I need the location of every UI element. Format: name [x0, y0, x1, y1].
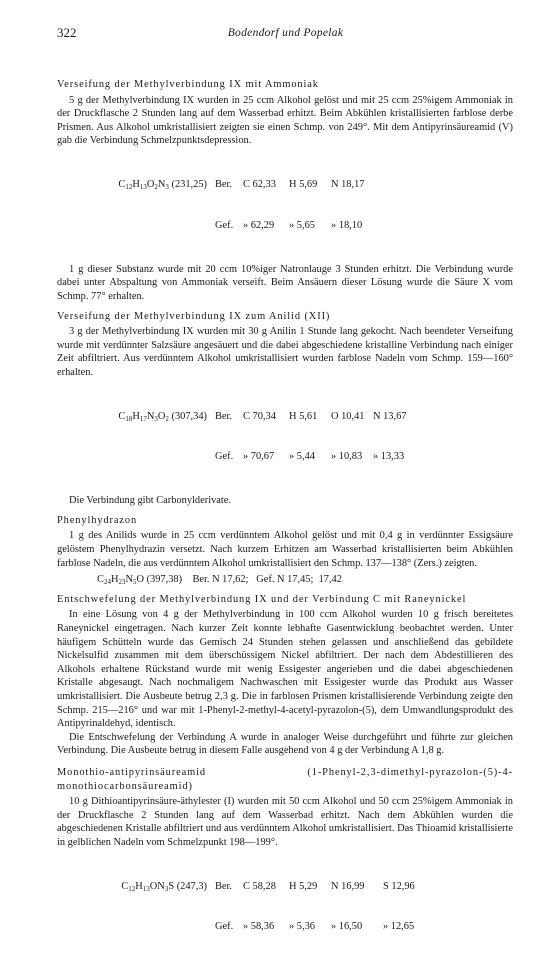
formula-label-2: $C_{18}H_{17}N_3O_2$ (307,34) — [118, 410, 207, 423]
section-1-paragraph-2: 1 g dieser Substanz wurde mit 20 ccm 10%iger Natronlauge 3 Stunden erhitzt. Die Verbindung wurde dabei unter Abspaltung von Ammoniak verseift. Beim Ansäuern dieser Lösung wurde die Säure X vom Schmp. 77° erhalten. — [57, 263, 513, 302]
ber-label: Ber. — [215, 179, 233, 191]
gef-n: » 16,50 — [331, 921, 363, 933]
formula-label-5: $C_{12}H_{13}ON_3S$ (247,3) — [121, 880, 207, 893]
formula-label-1: $C_{12}H_{13}O_2N_3$ (231,25) — [118, 179, 207, 192]
ber-label: Ber. — [215, 880, 233, 892]
ber-n: N 16,99 — [331, 880, 365, 892]
page-header — [57, 26, 514, 42]
section-heading-5-left: Monothio-antipyrinsäureamid — [57, 766, 206, 778]
gef-o: » 10,83 — [331, 451, 363, 463]
ber-n: N 18,17 — [331, 179, 365, 191]
analysis-block-5 — [57, 852, 513, 961]
gef-label: Gef. — [215, 921, 234, 933]
gef-c: » 62,29 — [243, 219, 275, 231]
section-heading-5 — [57, 766, 513, 780]
section-heading-3: Phenylhydrazon — [57, 514, 138, 526]
ber-h: H 5,69 — [289, 179, 318, 191]
gef-n: » 13,33 — [373, 451, 405, 463]
section-4-paragraph-1: In eine Lösung von 4 g der Methylverbindung in 100 ccm Alkohol wurden 10 g frisch bereitetes Raneynickel eingetragen. Nach kurzer Zeit konnte lebhafte Gasentwicklung beobachtet werden. Unter häufigem Schütteln wurde das Gemisch 24 Stunden stehen gelassen und anschließend das gebildete Nickelsulfid zusammen mit dem überschüssigem Nickel abfiltriert. Der nach dem Abdestillieren des Alkohols erhaltene Rückstand wurde mit wenig Essigester angerieben und die dabei abgeschiedenen Kristalle abgesaugt. Nach nochmaligem Nachwaschen mit Essigester wurde das Produkt aus Wasser umkristallisiert. Die Ausbeute betrug 2,3 g. Die in farblosen Prismen kristallisierende Verbindung zeigte den Schmp. 215—216° und war mit 1-Phenyl-2-methyl-4-acetyl-pyrazolon-(5), dem Umwandlungsprodukt des Antipyrinaldehyd, identisch. — [57, 609, 513, 730]
analysis-block-1 — [57, 151, 513, 260]
ber-h: H 5,29 — [289, 880, 318, 892]
gef-h: » 5,65 — [289, 219, 315, 231]
section-heading-5-line-2: monothiocarbonsäureamid) — [57, 780, 193, 792]
section-heading-1: Verseifung der Methylverbindung IX mit Ammoniak — [57, 79, 319, 90]
gef-label: Gef. — [215, 451, 234, 463]
gef-n: » 18,10 — [331, 219, 363, 231]
section-1-paragraph-1: 5 g der Methylverbindung IX wurden in 25 ccm Alkohol gelöst und mit 25 ccm 25%igem Ammoniak in der Druckflasche 2 Stunden lang auf dem Wasserbad erhitzt. Beim Abkühlen kristallisierten farblose derbe Prismen. Aus Alkohol umkristallisiert zeigten sie einen Schmp. von 249°. Mit dem Antipyrinsäureamid (V) gab die Verbindung Schmelzpunktsdepression. — [57, 94, 513, 147]
running-title: Bodendorf und Popelak — [227, 27, 344, 39]
ber-c: C 70,34 — [243, 410, 276, 422]
gef-label: Gef. — [215, 219, 234, 231]
section-3-paragraph-1: 1 g des Anilids wurde in 25 ccm verdünntem Alkohol gelöst und mit 0,4 g in verdünnter Essigsäure gelöstem Phenylhydrazin versetzt. Nach kurzem Erhitzen am Wasserbad kristallisierten beim Abkühlen farblose Nadeln, die aus verdünntem Alkohol umkristallisiert den Schmp. 137—138° (Zers.) zeigten. — [57, 530, 513, 569]
section-5-paragraph-1: 10 g Dithioantipyrinsäure-äthylester (I) wurden mit 50 ccm Alkohol und 50 ccm 25%igem Ammoniak in der Druckflasche 2 Stunden lang auf dem Wasserbad erhitzt. Nach dem Abkühlen wurden die abgeschiedenen Kristalle abfiltriert und aus verdünntem Alkohol umkristallisiert. Das Thioamid kristallisierte in gelblichen Nadeln vom Schmelzpunkt 198—199°. — [57, 796, 513, 848]
gef-c: » 70,67 — [243, 451, 275, 463]
page-number: 322 — [57, 25, 77, 40]
analysis-line-3: $C_{24}H_{23}N_5O$ (397,38) Ber. N 17,62; Gef. N 17,45; 17,42 — [97, 574, 342, 587]
gef-s: » 12,65 — [383, 921, 415, 933]
section-heading-2: Verseifung der Methylverbindung IX zum Anilid (XII) — [57, 310, 331, 322]
section-2-paragraph-2: Die Verbindung gibt Carbonylderivate. — [69, 495, 231, 507]
ber-o: O 10,41 — [331, 410, 365, 422]
gef-c: » 58,36 — [243, 921, 275, 933]
section-heading-5-right: (1-Phenyl-2,3-dimethyl-pyrazolon-(5)-4- — [307, 766, 513, 778]
section-2-paragraph-1: 3 g der Methylverbindung IX wurden mit 30 g Anilin 1 Stunde lang gekocht. Nach beendeter Verseifung wurde mit verdünnter Salzsäure angesäuert und die dabei abgeschiedene kristalline Verbindung nach einiger Zeit abfiltriert. Aus verdünntem Alkohol umkristallisiert wurden farblose Nadeln vom Schmp. 159—160° erhalten. — [57, 326, 513, 378]
ber-c: C 58,28 — [243, 880, 276, 892]
ber-h: H 5,61 — [289, 410, 318, 422]
ber-s: S 12,96 — [383, 880, 415, 892]
section-heading-4: Entschwefelung der Methylverbindung IX und der Verbindung C mit Raneynickel — [57, 593, 467, 605]
ber-label: Ber. — [215, 410, 233, 422]
gef-h: » 5,44 — [289, 451, 315, 463]
analysis-block-2 — [57, 382, 513, 491]
gef-h: » 5,36 — [289, 921, 315, 933]
page-body — [57, 78, 513, 964]
ber-c: C 62,33 — [243, 179, 276, 191]
section-4-paragraph-2: Die Entschwefelung der Verbindung A wurde in analoger Weise durchgeführt und führte zur gleichen Verbindung. Die Ausbeute betrug in diesem Falle ausgehend von 4 g der Verbindung A 1,8 g. — [57, 731, 513, 757]
ber-n: N 13,67 — [373, 410, 407, 422]
